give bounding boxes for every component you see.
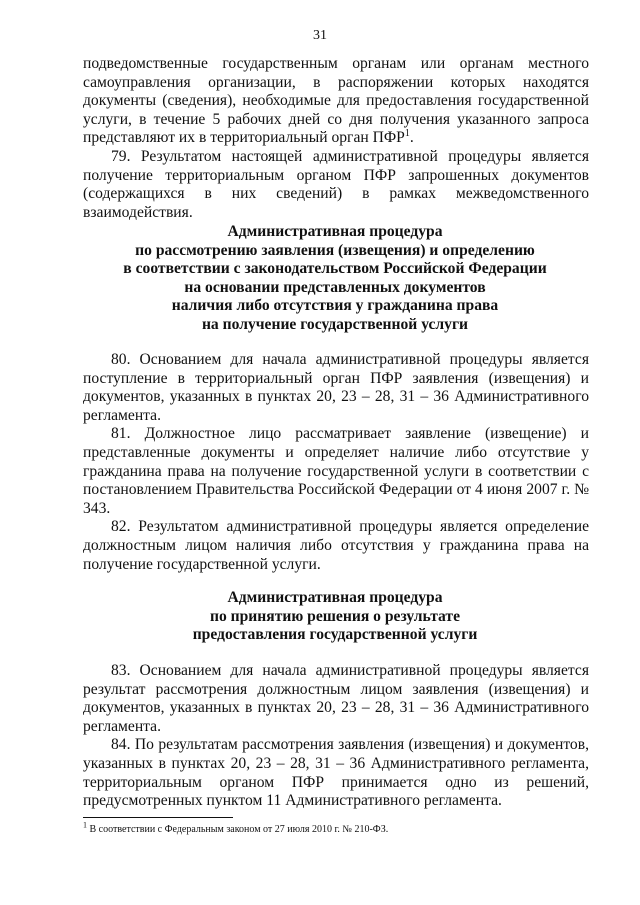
paragraph-84: 84. По результатам рассмотрения заявления (извещения) и документов, указанных в пунктах 20, 23 – 28, 31 – 36 Административного регламента, территориальным органом ПФР принимается одно из решений, предусмотренных пунктом 11 Административного регламента. bbox=[83, 736, 589, 810]
heading-1-line: по рассмотрению заявления (извещения) и определению bbox=[135, 241, 535, 259]
section-2-body bbox=[83, 662, 589, 811]
paragraph-continuation-end: . bbox=[409, 129, 414, 147]
heading-1-line: Административная процедура bbox=[227, 223, 443, 240]
paragraph-81: 81. Должностное лицо рассматривает заявление (извещение) и представленные документы и определяет наличие либо отсутствие у гражданина права на получение государственной услуги в соответствии с постановлением Правительства Российской Федерации от 4 июня 2007 г. № 343. bbox=[83, 425, 589, 517]
paragraph-82: 82. Результатом административной процедуры является определение должностным лицом наличия либо отсутствия у гражданина права на получение государственной услуги. bbox=[83, 518, 589, 573]
footnote-mark: 1 bbox=[83, 820, 87, 830]
paragraph-83: 83. Основанием для начала административной процедуры является результат рассмотрения должностным лицом заявления (извещения) и документов, указанных в пунктах 20, 23 – 28, 31 – 36 Административного регламента. bbox=[83, 662, 589, 735]
paragraph-79: 79. Результатом настоящей административной процедуры является получение территориальным органом ПФР запрошенных документов (содержащихся в них сведений) в рамках межведомственного взаимодействия. bbox=[83, 147, 589, 221]
heading-1-line: на основании представленных документов bbox=[184, 278, 486, 296]
page-number: 31 bbox=[313, 28, 327, 43]
heading-2-line: по принятию решения о результате bbox=[209, 607, 461, 625]
heading-2-line: Административная процедура bbox=[227, 589, 443, 606]
heading-2-line: предоставления государственной услуги bbox=[192, 626, 478, 644]
paragraph-continuation-text: подведомственные государственным органам или органам местного самоуправления организации, в распоряжении которых находятся документы (сведения), необходимые для предоставления государственной услуги, в течение 5 рабочих дней со дня получения указанного запроса представляют их в территориальный орган ПФР bbox=[83, 55, 589, 147]
paragraph-80: 80. Основанием для начала административной процедуры является поступление в территориальный орган ПФР заявления (извещения) и документов, указанных в пунктах 20, 23 – 28, 31 – 36 Административного регламента. bbox=[83, 351, 589, 424]
section-heading-1 bbox=[60, 223, 610, 335]
footnote bbox=[83, 820, 389, 836]
heading-1-line: наличия либо отсутствия у гражданина права bbox=[171, 297, 499, 315]
section-heading-2 bbox=[60, 589, 610, 645]
section-1-body bbox=[83, 351, 589, 574]
heading-1-line: на получение государственной услуги bbox=[201, 315, 469, 333]
footnote-divider bbox=[83, 817, 233, 818]
footnote-text: В соответствии с Федеральным законом от 27 июля 2010 г. № 210-ФЗ. bbox=[87, 824, 389, 835]
footnote-reference[interactable]: 1 bbox=[404, 128, 410, 140]
paragraph-continuation bbox=[83, 55, 589, 222]
heading-1-line: в соответствии с законодательством Российской Федерации bbox=[123, 260, 547, 278]
